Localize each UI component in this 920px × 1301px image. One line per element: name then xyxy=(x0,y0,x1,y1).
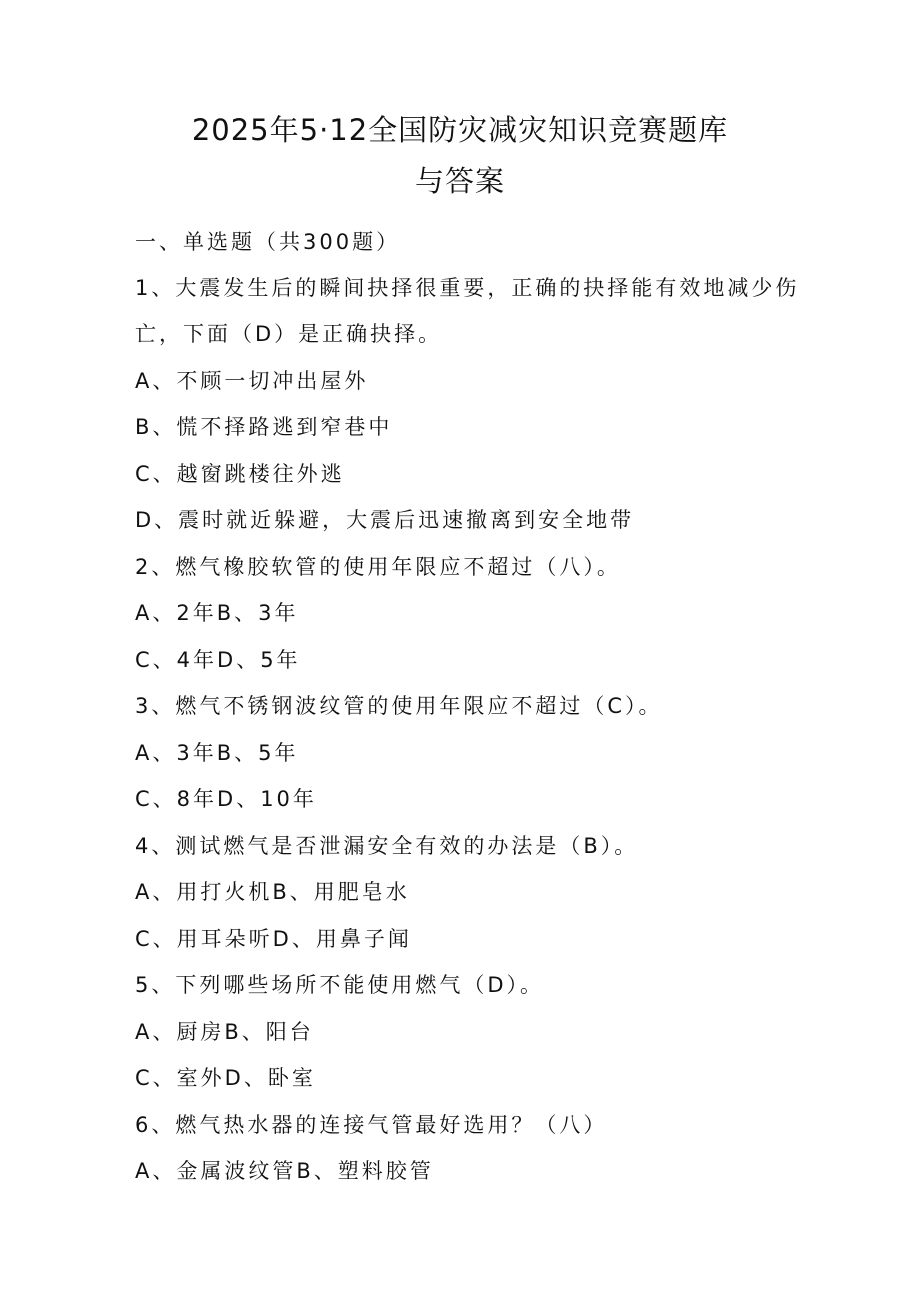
question-5-options-ab: A、厨房B、阳台 xyxy=(135,1020,314,1044)
question-1-option-a: A、不顾一切冲出屋外 xyxy=(135,369,369,393)
document-title-line-2: 与答案 xyxy=(414,164,505,198)
question-3-options-ab: A、3年B、5年 xyxy=(135,741,299,765)
question-5-options-cd: C、室外D、卧室 xyxy=(135,1066,316,1090)
document-title-line-1: 2025年5·12全国防灾减灾知识竞赛题库 xyxy=(191,113,729,147)
question-2-stem: 2、燃气橡胶软管的使用年限应不超过（八）。 xyxy=(135,555,621,579)
question-1-option-b: B、慌不择路逃到窄巷中 xyxy=(135,415,393,439)
question-3-options-cd: C、8年D、10年 xyxy=(135,787,317,811)
question-1-option-c: C、越窗跳楼往外逃 xyxy=(135,462,345,486)
question-4-stem: 4、测试燃气是否泄漏安全有效的办法是（B）。 xyxy=(135,834,639,858)
question-5-stem: 5、下列哪些场所不能使用燃气（D）。 xyxy=(135,973,545,997)
question-2-options-cd: C、4年D、5年 xyxy=(135,648,301,672)
question-2-options-ab: A、2年B、3年 xyxy=(135,601,299,625)
question-1-option-d: D、震时就近躲避，大震后迅速撤离到安全地带 xyxy=(135,508,635,532)
question-4-options-ab: A、用打火机B、用肥皂水 xyxy=(135,880,410,904)
question-3-stem: 3、燃气不锈钢波纹管的使用年限应不超过（C）。 xyxy=(135,694,663,718)
question-6-stem: 6、燃气热水器的连接气管最好选用？（八） xyxy=(135,1113,608,1137)
section-heading: 一、单选题（共300题） xyxy=(135,230,401,254)
question-1-stem-line-2: 亡，下面（D）是正确抉择。 xyxy=(135,322,443,346)
question-1-stem-line-1: 1、大震发生后的瞬间抉择很重要，正确的抉择能有效地减少伤 xyxy=(135,276,800,300)
question-6-options-ab: A、金属波纹管B、塑料胶管 xyxy=(135,1159,434,1183)
question-4-options-cd: C、用耳朵听D、用鼻子闻 xyxy=(135,927,412,951)
